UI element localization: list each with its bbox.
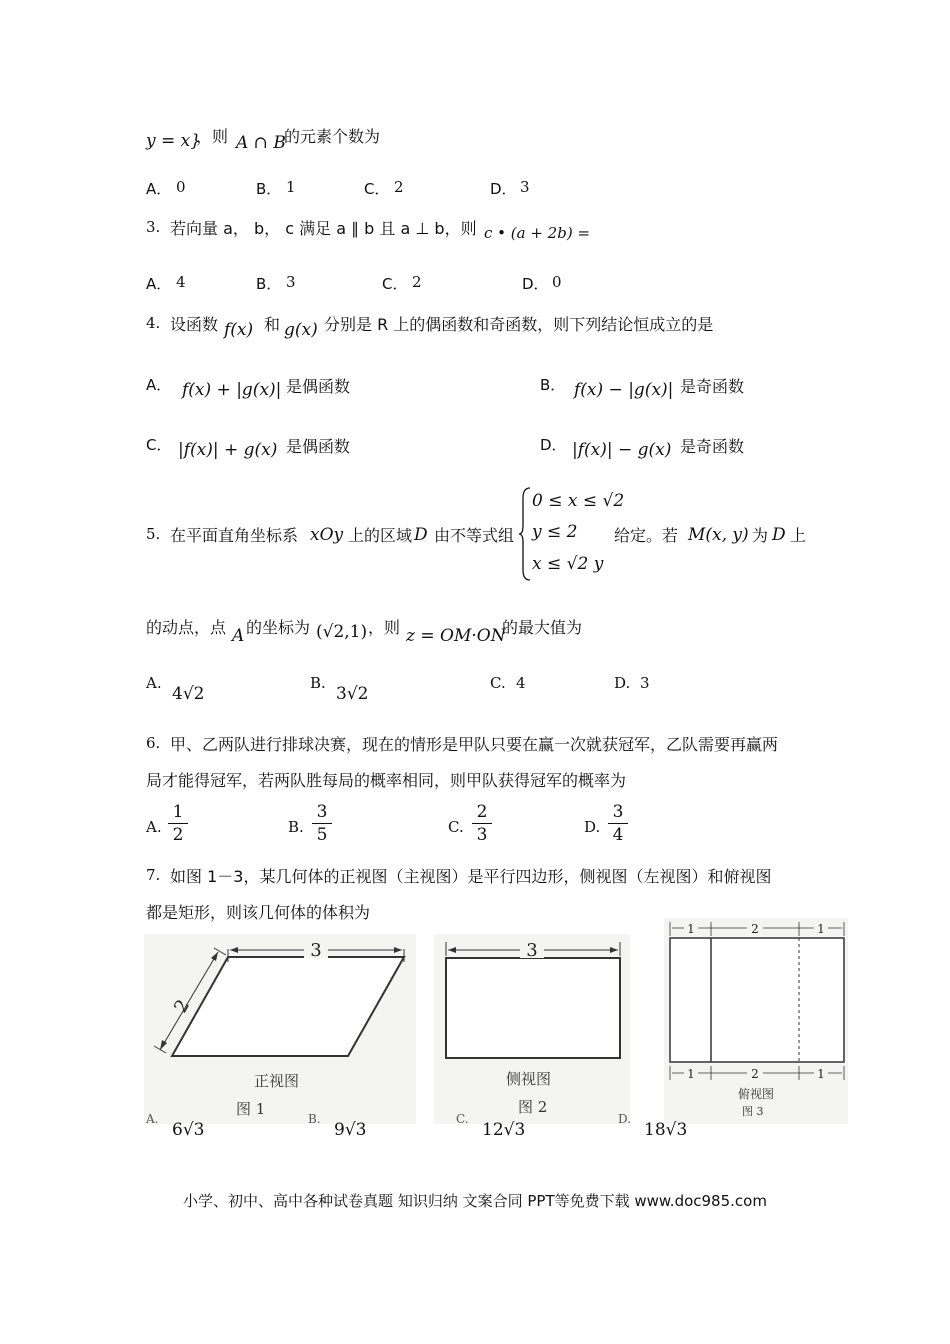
q5-brace xyxy=(518,486,532,582)
fig2-dim-top: 3 xyxy=(526,940,538,961)
q2-text1: ，则 xyxy=(196,127,229,146)
q5-text4: 给定。若 xyxy=(614,526,679,545)
q4-option-c-text: 是偶函数 xyxy=(286,437,351,456)
q5-option-a-label: A. xyxy=(146,674,162,692)
q5-text1: 在平面直角坐标系 xyxy=(170,526,299,545)
q6-option-d-label: D. xyxy=(584,818,601,836)
q4-g: g(x) xyxy=(284,320,318,340)
fig2-label: 侧视图 xyxy=(506,1070,552,1088)
q5-D: D xyxy=(414,525,428,545)
q6-option-b-label: B. xyxy=(288,818,304,836)
q7-option-b-label: B. xyxy=(308,1112,321,1126)
fig3-dim-top-1: 1 xyxy=(687,922,695,936)
fig1-dim-top: 3 xyxy=(310,940,322,961)
q4-option-c-expr: |f(x)| + g(x) xyxy=(178,440,278,460)
fig3-dim-bottom-1: 1 xyxy=(687,1067,695,1081)
q6-line2: 局才能得冠军，若两队胜每局的概率相同，则甲队获得冠军的概率为 xyxy=(146,771,627,790)
q4-option-d-expr: |f(x)| − g(x) xyxy=(572,440,672,460)
q3-expr: c • (a + 2b) = xyxy=(484,224,591,242)
q4-option-d-text: 是奇函数 xyxy=(680,437,745,456)
q6-option-a-label: A. xyxy=(146,818,162,836)
q5-option-d-label: D. xyxy=(614,674,631,692)
q6-number: 6. xyxy=(146,734,161,752)
q2-option-a-label: A． xyxy=(146,180,172,198)
q7-option-a-value: 6√3 xyxy=(172,1120,205,1140)
q5-ineq-3: x ≤ √2 y xyxy=(532,554,604,574)
q7-figure-2 xyxy=(434,934,630,1124)
q3-option-a-value: 4 xyxy=(176,273,186,291)
q5-D2: D xyxy=(772,525,786,545)
q4-f: f(x) xyxy=(224,320,254,340)
q5-text2: 上的区域 xyxy=(348,526,413,545)
q5-option-b-value: 3√2 xyxy=(336,684,369,704)
q7-option-c-label: C. xyxy=(456,1112,469,1126)
q5-ineq-2: y ≤ 2 xyxy=(532,522,578,542)
q2-option-b-value: 1 xyxy=(286,178,296,196)
fig1-label: 正视图 xyxy=(254,1072,300,1090)
q5-text6: 上 xyxy=(790,526,807,545)
fig2-caption: 图 2 xyxy=(518,1098,548,1116)
q2-text2: 的元素个数为 xyxy=(284,127,381,146)
fig3-dim-top-3: 1 xyxy=(817,922,825,936)
q3-option-b-label: B． xyxy=(256,275,282,293)
q3-option-c-label: C． xyxy=(382,275,408,293)
q2-option-d-label: D． xyxy=(490,180,517,198)
fig3-dim-bottom-2: 2 xyxy=(751,1067,759,1081)
q5-option-c-label: C. xyxy=(490,674,506,692)
q2-option-c-value: 2 xyxy=(394,178,404,196)
q5-z: z = OM·ON xyxy=(406,626,506,646)
q4-text2: 和 xyxy=(264,315,281,334)
q7-figure-3 xyxy=(664,918,848,1124)
q5-point-A: A xyxy=(232,626,245,646)
q2-option-d-value: 3 xyxy=(520,178,530,196)
q4-option-b-text: 是奇函数 xyxy=(680,377,745,396)
q4-option-b-label: B． xyxy=(540,376,566,394)
q4-text1: 设函数 xyxy=(170,315,219,334)
q3-option-b-value: 3 xyxy=(286,273,296,291)
q5-M: M(x, y) xyxy=(688,525,749,545)
q5-option-a-value: 4√2 xyxy=(172,684,205,704)
q2-option-c-label: C． xyxy=(364,180,390,198)
q3-text: 若向量 a， b， c 满足 a ∥ b 且 a ⊥ b，则 xyxy=(170,219,477,238)
q5-option-d-value: 3 xyxy=(640,674,650,692)
q4-option-a-text: 是偶函数 xyxy=(286,377,351,396)
q5-line2-text1: 的动点，点 xyxy=(146,618,227,637)
q6-option-a-fraction: $\frac{1}{2}$ xyxy=(168,801,188,846)
q4-number: 4. xyxy=(146,314,161,332)
q7-option-d-value: 18√3 xyxy=(644,1120,688,1140)
q6-line1: 甲、乙两队进行排球决赛，现在的情形是甲队只要在赢一次就获冠军，乙队需要再赢两 xyxy=(170,735,779,754)
q6-option-d-fraction: $\frac{3}{4}$ xyxy=(608,801,628,846)
fig3-dim-top-2: 2 xyxy=(751,922,759,936)
q7-option-a-label: A. xyxy=(146,1112,159,1126)
q7-option-b-value: 9√3 xyxy=(334,1120,367,1140)
q5-text5: 为 xyxy=(752,526,769,545)
q7-line2: 都是矩形，则该几何体的体积为 xyxy=(146,903,371,922)
q5-line2-text2: 的坐标为 xyxy=(246,618,311,637)
fig1-dim-side: 2 xyxy=(170,996,195,1017)
q5-text3: 由不等式组 xyxy=(434,526,515,545)
q3-option-d-label: D． xyxy=(522,275,549,293)
q5-coord: (√2,1) xyxy=(316,622,368,642)
fig3-label: 俯视图 xyxy=(738,1087,775,1101)
q2-intersect: A ∩ B xyxy=(236,133,286,153)
page-footer: 小学、初中、高中各种试卷真题 知识归纳 文案合同 PPT等免费下载 www.doc985.com xyxy=(183,1192,767,1210)
q4-option-d-label: D． xyxy=(540,436,567,454)
q2-option-a-value: 0 xyxy=(176,178,186,196)
q5-line2-text4: 的最大值为 xyxy=(502,618,583,637)
q4-option-a-expr: f(x) + |g(x)| xyxy=(182,380,282,400)
q7-option-c-value: 12√3 xyxy=(482,1120,526,1140)
q3-option-c-value: 2 xyxy=(412,273,422,291)
q6-option-c-label: C. xyxy=(448,818,464,836)
q6-option-c-fraction: $\frac{2}{3}$ xyxy=(472,801,492,846)
q4-option-c-label: C． xyxy=(146,436,172,454)
q7-figure-1 xyxy=(144,934,416,1124)
q2-option-b-label: B． xyxy=(256,180,282,198)
q6-option-b-fraction: $\frac{3}{5}$ xyxy=(312,801,332,846)
q5-xoy: xOy xyxy=(310,525,344,545)
q5-ineq-1: 0 ≤ x ≤ √2 xyxy=(532,491,625,511)
q3-number: 3. xyxy=(146,218,161,236)
fig3-caption: 图 3 xyxy=(742,1105,764,1118)
q4-text3: 分别是 R 上的偶函数和奇函数，则下列结论恒成立的是 xyxy=(324,315,714,334)
q7-line1: 如图 1－3，某几何体的正视图（主视图）是平行四边形，侧视图（左视图）和俯视图 xyxy=(170,867,772,886)
q3-option-d-value: 0 xyxy=(552,273,562,291)
q3-option-a-label: A． xyxy=(146,275,172,293)
q4-option-a-label: A． xyxy=(146,376,172,394)
fig3-dim-bottom-3: 1 xyxy=(817,1067,825,1081)
q5-number: 5. xyxy=(146,525,161,543)
q4-option-b-expr: f(x) − |g(x)| xyxy=(574,380,674,400)
q2-set-tail: y = x} xyxy=(146,131,202,151)
q7-number: 7. xyxy=(146,866,161,884)
fig1-caption: 图 1 xyxy=(236,1100,266,1118)
q5-option-b-label: B. xyxy=(310,674,326,692)
q5-option-c-value: 4 xyxy=(516,674,526,692)
q5-line2-text3: ，则 xyxy=(368,618,401,637)
q7-option-d-label: D. xyxy=(618,1112,632,1126)
